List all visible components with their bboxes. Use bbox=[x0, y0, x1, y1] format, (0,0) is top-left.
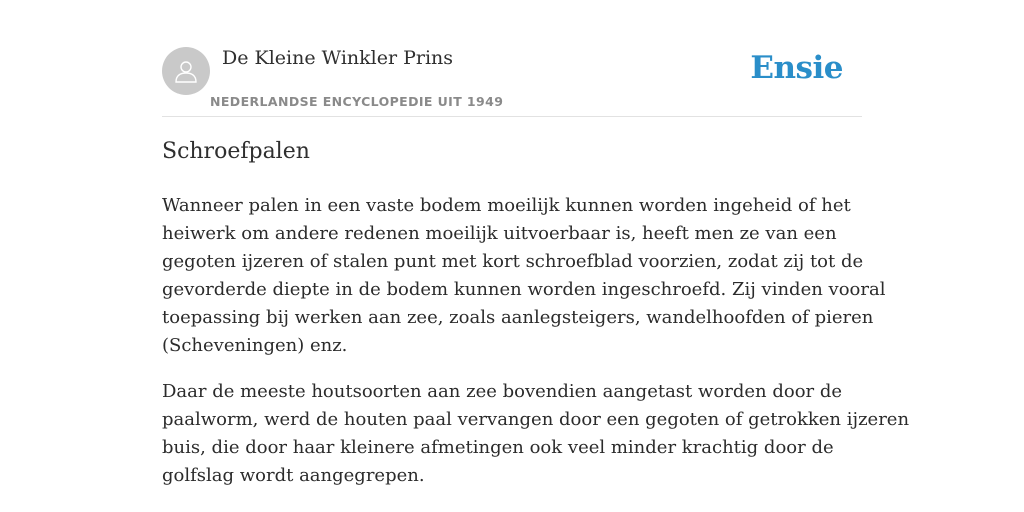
ensie-logo[interactable]: Ensie bbox=[750, 50, 843, 86]
paragraph-line: toepassing bij werken aan zee, zoals aanlegsteigers, wandelhoofden of pieren bbox=[162, 307, 874, 328]
paragraph-line: Wanneer palen in een vaste bodem moeilijk kunnen worden ingeheid of het bbox=[162, 195, 851, 216]
article-paragraph bbox=[162, 378, 910, 490]
paragraph-line: heiwerk om andere redenen moeilijk uitvoerbaar is, heeft men ze van een bbox=[162, 223, 837, 244]
paragraph-line: paalworm, werd de houten paal vervangen door een gegoten of getrokken ijzeren bbox=[162, 409, 910, 430]
source-subtitle: NEDERLANDSE ENCYCLOPEDIE UIT 1949 bbox=[210, 94, 504, 109]
article-body bbox=[162, 192, 910, 508]
user-icon bbox=[173, 58, 199, 84]
article-paragraph bbox=[162, 192, 886, 360]
source-header bbox=[162, 46, 862, 117]
paragraph-line: gegoten ijzeren of stalen punt met kort schroefblad voorzien, zodat zij tot de bbox=[162, 251, 864, 272]
paragraph-line: (Scheveningen) enz. bbox=[162, 335, 348, 356]
source-avatar[interactable] bbox=[162, 47, 210, 95]
paragraph-line: golfslag wordt aangegrepen. bbox=[162, 465, 425, 486]
article-title: Schroefpalen bbox=[162, 139, 310, 164]
paragraph-line: gevorderde diepte in de bodem kunnen worden ingeschroefd. Zij vinden vooral bbox=[162, 279, 886, 300]
paragraph-line: buis, die door haar kleinere afmetingen ook veel minder krachtig door de bbox=[162, 437, 834, 458]
paragraph-line: Daar de meeste houtsoorten aan zee bovendien aangetast worden door de bbox=[162, 381, 843, 402]
source-name-link[interactable]: De Kleine Winkler Prins bbox=[222, 47, 454, 69]
